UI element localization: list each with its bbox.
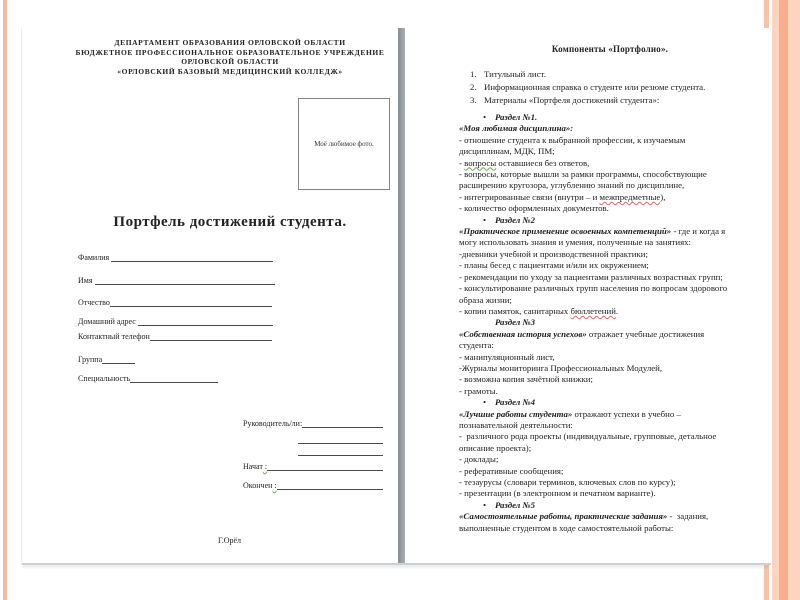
components-page	[405, 28, 771, 563]
content-line: - доклады;	[459, 454, 499, 465]
content-line: -дневники учебной и производственной практики;	[459, 248, 648, 259]
content-line: Раздел №3	[495, 317, 535, 328]
page-title: Портфель достижений студента.	[113, 214, 347, 230]
supervisor-fill-line	[302, 418, 383, 428]
finished-label: Окончен	[243, 481, 273, 490]
content-line: «Моя любимая дисциплина»:	[459, 123, 574, 134]
content-line: образа жизни;	[459, 294, 512, 305]
content-line: - презентации (в электронном и печатном варианте).	[459, 488, 656, 499]
supervisor-row	[243, 418, 383, 428]
content-line: - различного рода проекты (индивидуальные, групповые, детальное	[459, 431, 717, 442]
content-line: «Лучшие работы студента» отражают успехи в учебно –	[459, 408, 681, 419]
content-line: выполненные студентом в ходе самостоятельной работы:	[459, 522, 674, 533]
content-line: - вопросы оставшиеся без ответов,	[459, 157, 590, 168]
blank-fill-line	[298, 434, 383, 444]
content-line: познавательной деятельности:	[459, 419, 573, 430]
form-fields	[78, 252, 275, 383]
page-spine-divider	[398, 28, 405, 563]
content-line: описание проекта);	[459, 442, 532, 453]
institution-header-line: ДЕПАРТАМЕНТ ОБРАЗОВАНИЯ ОРЛОВСКОЙ ОБЛАСТИ	[114, 38, 346, 47]
title-page	[22, 28, 398, 563]
started-punct: :	[262, 462, 268, 471]
content-line: • Раздел №5	[483, 499, 535, 510]
content-line: - манипуляционный лист,	[459, 351, 555, 362]
content-line: - интегрированные связи (внутри – и межпредметные),	[459, 191, 666, 202]
bullet-marker: •	[483, 499, 487, 510]
started-fill-line	[267, 461, 383, 471]
content-line: - планы бесед с пациентами и/или их окружением;	[459, 260, 649, 271]
content-line: • Раздел №2	[483, 214, 535, 225]
right-accent-band	[772, 0, 800, 600]
form-field-row: Имя	[78, 275, 275, 285]
content-line: - количество оформленных документов.	[459, 203, 609, 214]
document-spread	[22, 28, 771, 565]
form-field-row: Отчество	[78, 297, 272, 307]
form-field-row: Специальность	[78, 373, 218, 383]
content-line: - рекомендации по уходу за пациентами различных возрастных групп;	[459, 271, 723, 282]
content-line: «Собственная история успехов» отражает учебные достижения	[459, 328, 705, 339]
city-label: Г.Орёл	[218, 536, 242, 545]
form-field-row: Домашний адрес	[78, 316, 273, 326]
content-line: - вопросы, которые вышли за рамки программы, способствующие	[459, 169, 707, 180]
finished-row	[243, 480, 383, 490]
numbered-item: 1. Титульный лист.	[470, 69, 546, 79]
institution-header-line: БЮДЖЕТНОЕ ПРОФЕССИОНАЛЬНОЕ ОБРАЗОВАТЕЛЬНОЕ УЧРЕЖДЕНИЕ	[75, 47, 385, 57]
content-line: дисциплинам, МДК, ПМ;	[459, 146, 555, 157]
blank-fill-line	[298, 446, 383, 456]
form-field-row: Группа	[78, 354, 135, 364]
photo-placeholder-label: Моё любимое фото.	[314, 140, 374, 148]
components-content	[459, 112, 727, 534]
numbered-item: 2. Информационная справка о студенте или резюме студента.	[470, 81, 706, 92]
started-row	[243, 461, 383, 471]
numbered-item: 3. Материалы «Портфеля достижений студента»:	[470, 94, 660, 105]
components-title: Компоненты «Портфолио».	[551, 44, 669, 54]
started-label: Начат	[243, 462, 263, 471]
content-line: - возможна копия зачётной книжки;	[459, 374, 593, 385]
content-line: могу использовать знания и умения, полученные на занятиях:	[459, 237, 691, 248]
bullet-marker: •	[483, 397, 487, 408]
institution-header-line: «ОРЛОВСКИЙ БАЗОВЫЙ МЕДИЦИНСКИЙ КОЛЛЕДЖ»	[117, 67, 343, 77]
finished-punct: :	[272, 481, 277, 490]
left-accent-strip	[3, 0, 7, 600]
content-line: - грамоты.	[459, 385, 498, 396]
content-line: -Журналы мониторинга Профессиональных Модулей,	[459, 362, 663, 373]
form-field-row: Фамилия	[78, 252, 273, 262]
content-line: • Раздел №4	[483, 397, 535, 408]
content-line: • Раздел №1.	[483, 112, 538, 122]
bullet-marker: •	[483, 214, 487, 225]
supervisor-label: Руководитель/ли:	[243, 419, 303, 428]
signature-block	[243, 418, 383, 490]
bullet-marker: •	[483, 112, 487, 122]
content-line: - тезаурусы (словари терминов, ключевых слов по курсу);	[459, 477, 676, 487]
institution-header	[62, 38, 398, 77]
content-line: - реферативные сообщения;	[459, 465, 564, 476]
content-line: расширению кругозора, углублению знаний по дисциплине,	[459, 180, 685, 191]
right-accent-band-dark-stripe	[779, 0, 788, 600]
form-field-row: Контактный телефон	[78, 331, 272, 341]
content-line: - отношение студента к выбранной профессии, к изучаемым	[459, 134, 686, 145]
components-numbered-list	[470, 68, 705, 106]
institution-header-line: ОРЛОВСКОЙ ОБЛАСТИ	[181, 57, 279, 67]
content-line: «Самостоятельные работы, практические задания» - задания,	[459, 511, 709, 522]
content-line: - копии памяток, санитарных бюллетений.	[459, 305, 619, 316]
photo-placeholder-box	[298, 98, 390, 190]
content-line: - консультирование различных групп населения по вопросам здорового	[459, 283, 728, 294]
content-line: «Практическое применение освоенных компетенций» - где и когда я	[459, 226, 726, 237]
finished-fill-line	[277, 480, 383, 490]
content-line: студента:	[459, 340, 494, 351]
